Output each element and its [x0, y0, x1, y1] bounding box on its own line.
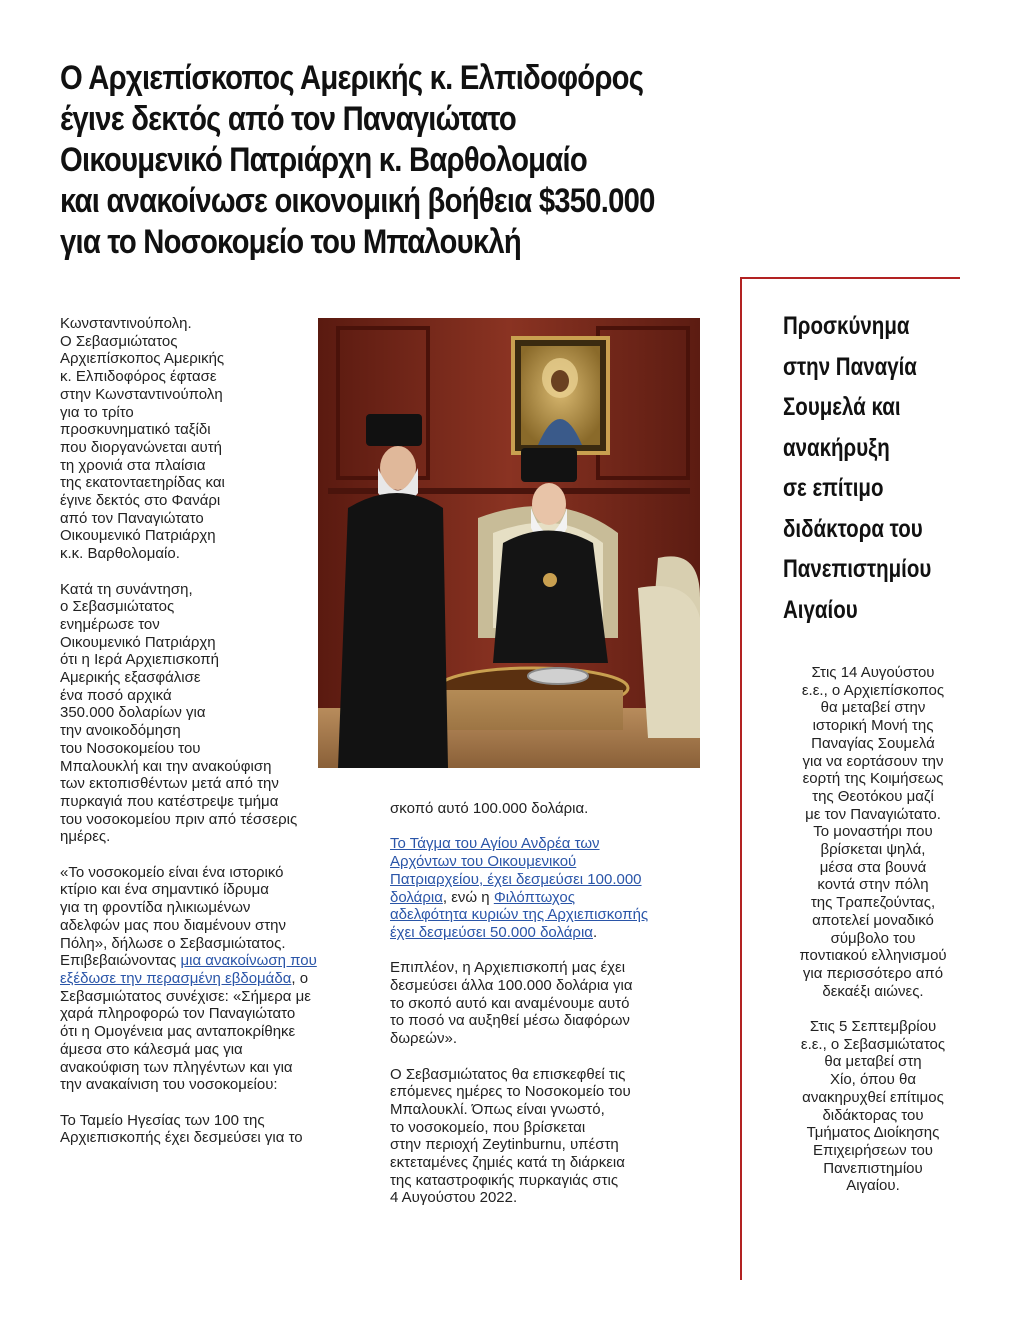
text-line: σκοπό αυτό 100.000 δολάρια. — [390, 800, 589, 817]
text-line: μέσα στα βουνά — [819, 858, 927, 876]
text-line: δεκαέξι αιώνες. — [822, 982, 924, 1000]
text-line: προσκυνηματικό ταξίδι — [60, 421, 211, 439]
text-fragment: Επιβεβαιώνοντας — [60, 952, 181, 970]
title-line: και ανακοίνωσε οικονομική βοήθεια $350.000 — [60, 182, 655, 220]
text-line: Το μοναστήρι που — [813, 823, 933, 841]
article-photo — [318, 318, 700, 768]
title-line: για το Νοσοκομείο του Μπαλουκλή — [60, 223, 521, 261]
text-line: ένα ποσό αρχικά — [60, 686, 172, 704]
text-line: διδάκτορας του — [822, 1106, 924, 1124]
text-line: το ποσό να αυξηθεί μέσω διαφόρων — [390, 1012, 630, 1030]
text-line: την ανακαίνιση του νοσοκομείου: — [60, 1076, 278, 1094]
text-line: το νοσοκομείο, που βρίσκεται — [390, 1118, 586, 1136]
archons-link-continued[interactable]: Αρχόντων του Οικουμενικού — [390, 853, 577, 871]
text-line: την ανοικοδόμηση — [60, 722, 181, 740]
text-line: ανακούφιση των πληγέντων και για — [60, 1058, 293, 1076]
text-line: Τμήματος Διοίκησης — [806, 1124, 940, 1142]
text-line: το σκοπό αυτό και αναμένουμε αυτό — [390, 994, 630, 1012]
text-line: των εκτοπισθέντων μετά από την — [60, 775, 279, 793]
text-fragment: , ο — [291, 969, 309, 987]
text-line: Το Ταμείο Ηγεσίας των 100 της — [60, 1111, 265, 1129]
text-line: Ο Σεβασμιώτατος — [60, 332, 178, 350]
text-line: της Τραπεζούντας, — [810, 894, 936, 912]
text-line — [60, 952, 370, 970]
text-line: ότι η Ομογένεια μας ανταποκρίθηκε — [60, 1023, 296, 1041]
text-line: Σεβασμιώτατος συνέχισε: «Σήμερα με — [60, 987, 311, 1005]
text-line: Αρχιεπισκοπής έχει δεσμεύσει για το — [60, 1129, 303, 1147]
photo-illustration — [318, 318, 700, 768]
text-line: Επιχειρήσεων του — [812, 1141, 934, 1159]
text-line: από τον Παναγιώτατο — [60, 509, 204, 527]
text-line: Χίο, όπου θα — [829, 1071, 916, 1089]
text-line: για να εορτάσουν την — [802, 752, 944, 770]
text-line: ε.ε., ο Σεβασμιώτατος — [800, 1035, 946, 1053]
text-line: εκτεταμένες ζημιές κατά τη διάρκεια — [390, 1154, 625, 1172]
text-line: της Θεοτόκου μαζί — [812, 787, 934, 805]
text-line: του νοσοκομείου πριν από τέσσερις — [60, 810, 298, 828]
article-title — [60, 58, 700, 263]
text-line — [390, 871, 710, 889]
text-line: Στις 14 Αυγούστου — [811, 664, 935, 681]
sidebar-title-line: Πανεπιστημίου — [783, 555, 932, 583]
text-line: ο Σεβασμιώτατος — [60, 598, 175, 616]
text-line: στην Κωνσταντινούπολη — [60, 385, 223, 403]
text-line: άμεσα στο κάλεσμά μας για — [60, 1040, 243, 1058]
paragraph — [390, 800, 710, 818]
text-line: ανακηρυχθεί επίτιμος — [802, 1088, 944, 1106]
philoptochos-link-continued[interactable]: αδελφότητα κυριών της Αρχιεπισκοπής — [390, 906, 649, 924]
text-line: χαρά πληροφορώ τον Παναγιώτατο — [60, 1005, 296, 1023]
announcement-link-continued[interactable]: εξέδωσε την περασμένη εβδομάδα — [60, 969, 292, 987]
philoptochos-link-continued[interactable]: έχει δεσμεύσει 50.000 δολάρια — [390, 923, 593, 941]
archons-link[interactable]: Το Τάγμα του Αγίου Ανδρέα των — [390, 835, 600, 853]
text-line: Πόλη», δήλωσε ο Σεβασμιώτατος. — [60, 934, 286, 952]
text-line: εορτή της Κοιμήσεως — [802, 770, 944, 788]
paragraph — [783, 1018, 963, 1195]
sidebar-title — [783, 306, 959, 630]
sidebar-title-line: Σουμελά και — [783, 393, 901, 421]
sidebar-title-line: στην Παναγία — [783, 352, 917, 381]
text-line: Κατά τη συνάντηση, — [60, 580, 193, 598]
paragraph — [60, 864, 370, 1094]
text-line — [60, 970, 370, 988]
text-line — [390, 924, 710, 942]
sidebar-rule-top — [740, 277, 960, 279]
text-line: τη χρονιά στα πλαίσια — [60, 456, 206, 474]
text-line: αποτελεί μοναδικό — [812, 911, 934, 929]
title-line: Οικουμενικό Πατριάρχη κ. Βαρθολομαίο — [60, 141, 587, 179]
text-line: Οικουμενικό Πατριάρχη — [60, 527, 216, 545]
text-line: 4 Αυγούστου 2022. — [390, 1189, 518, 1207]
paragraph — [783, 664, 963, 1000]
text-line: Στις 5 Σεπτεμβρίου — [809, 1018, 937, 1036]
sidebar-rule-left — [740, 278, 742, 1280]
text-line: 350.000 δολαρίων για — [60, 704, 206, 722]
title-line: έγινε δεκτός από τον Παναγιώτατο — [60, 100, 516, 138]
sidebar-title-line: διδάκτορα του — [783, 514, 923, 543]
text-line: Αρχιεπίσκοπος Αμερικής — [60, 350, 225, 368]
archons-link-continued[interactable]: Πατριαρχείου, έχει δεσμεύσει 100.000 — [390, 870, 642, 888]
text-line: με τον Παναγιώτατο. — [805, 805, 941, 823]
text-line: Κωνσταντινούπολη. — [60, 315, 192, 332]
text-line — [390, 835, 710, 853]
text-line: έγινε δεκτός στο Φανάρι — [60, 492, 221, 510]
text-line: κτίριο και ένα σημαντικό ίδρυμα — [60, 881, 269, 899]
text-line: Επιπλέον, η Αρχιεπισκοπή μας έχει — [390, 959, 626, 977]
text-line — [390, 906, 710, 924]
text-line: Μπαλουκλή και την ανακούφιση — [60, 757, 272, 775]
text-line: Αμερικής εξασφάλισε — [60, 669, 201, 687]
text-line: θα μεταβεί στην — [820, 699, 926, 717]
text-line: για περισσότερο από — [802, 964, 944, 982]
text-line: που διοργανώνεται αυτή — [60, 438, 223, 456]
sidebar-title-line: σε επίτιμο — [783, 474, 884, 502]
text-line: Αιγαίου. — [846, 1177, 900, 1195]
text-line: ημέρες. — [60, 828, 111, 846]
text-line: ότι η Ιερά Αρχιεπισκοπή — [60, 651, 219, 669]
text-line: επόμενες ημέρες το Νοσοκομείο του — [390, 1083, 631, 1101]
paragraph — [60, 1112, 370, 1147]
text-line: Πανεπιστημίου — [823, 1159, 923, 1177]
sidebar-title-line: ανακήρυξη — [783, 433, 890, 462]
text-line: θα μεταβεί στη — [824, 1053, 922, 1071]
middle-column — [390, 800, 710, 1225]
text-line: της καταστροφικής πυρκαγιάς στις — [390, 1171, 619, 1189]
text-line: στην περιοχή Zeytinburnu, υπέστη — [390, 1136, 619, 1154]
text-line: για τη φροντίδα ηλικιωμένων — [60, 899, 251, 917]
text-line: της εκατονταετηρίδας και — [60, 474, 225, 492]
text-line: αδελφών μας που διαμένουν στην — [60, 916, 287, 934]
text-fragment: . — [592, 923, 598, 941]
text-line — [390, 889, 710, 907]
paragraph — [390, 959, 710, 1048]
text-line: σύμβολο του — [830, 929, 916, 947]
text-line: ιστορική Μονή της — [812, 717, 934, 735]
paragraph — [390, 835, 710, 941]
announcement-link[interactable]: μια ανακοίνωση που — [180, 952, 317, 970]
text-line: Μπαλουκλί. Όπως είναι γνωστό, — [390, 1100, 605, 1118]
text-line: βρίσκεται ψηλά, — [820, 841, 926, 859]
text-line: για το τρίτο — [60, 403, 134, 421]
sidebar-title-line: Αιγαίου — [783, 595, 858, 624]
sidebar-column — [783, 664, 963, 1213]
archons-link-continued[interactable]: δολάρια — [390, 888, 443, 906]
paragraph — [390, 1066, 710, 1208]
text-line: πυρκαγιά που κατέστρεψε τμήμα — [60, 792, 279, 810]
text-line: ε.ε., ο Αρχιεπίσκοπος — [801, 681, 945, 699]
text-line: κ. Ελπιδοφόρος έφτασε — [60, 368, 217, 386]
text-line: δεσμεύσει άλλα 100.000 δολάρια για — [390, 977, 633, 994]
text-line — [390, 853, 710, 871]
sidebar-title-line: Προσκύνημα — [783, 312, 910, 340]
text-fragment: , ενώ η — [442, 888, 494, 906]
text-line: «Το νοσοκομείο είναι ένα ιστορικό — [60, 863, 284, 881]
text-line: του Νοσοκομείου του — [60, 739, 201, 757]
text-line: ποντιακού ελληνισμού — [799, 947, 947, 965]
title-line: Ο Αρχιεπίσκοπος Αμερικής κ. Ελπιδοφόρος — [60, 59, 644, 97]
philoptochos-link[interactable]: Φιλόπτωχος — [493, 888, 575, 906]
text-line: κοντά στην πόλη — [817, 876, 929, 894]
text-line: ενημέρωσε τον — [60, 615, 160, 633]
text-line: Παναγίας Σουμελά — [811, 734, 935, 752]
text-line: Ο Σεβασμιώτατος θα επισκεφθεί τις — [390, 1065, 626, 1083]
text-line: Οικουμενικό Πατριάρχη — [60, 633, 216, 651]
text-line: δωρεών». — [390, 1030, 458, 1048]
text-line: κ.κ. Βαρθολομαίο. — [60, 545, 180, 563]
